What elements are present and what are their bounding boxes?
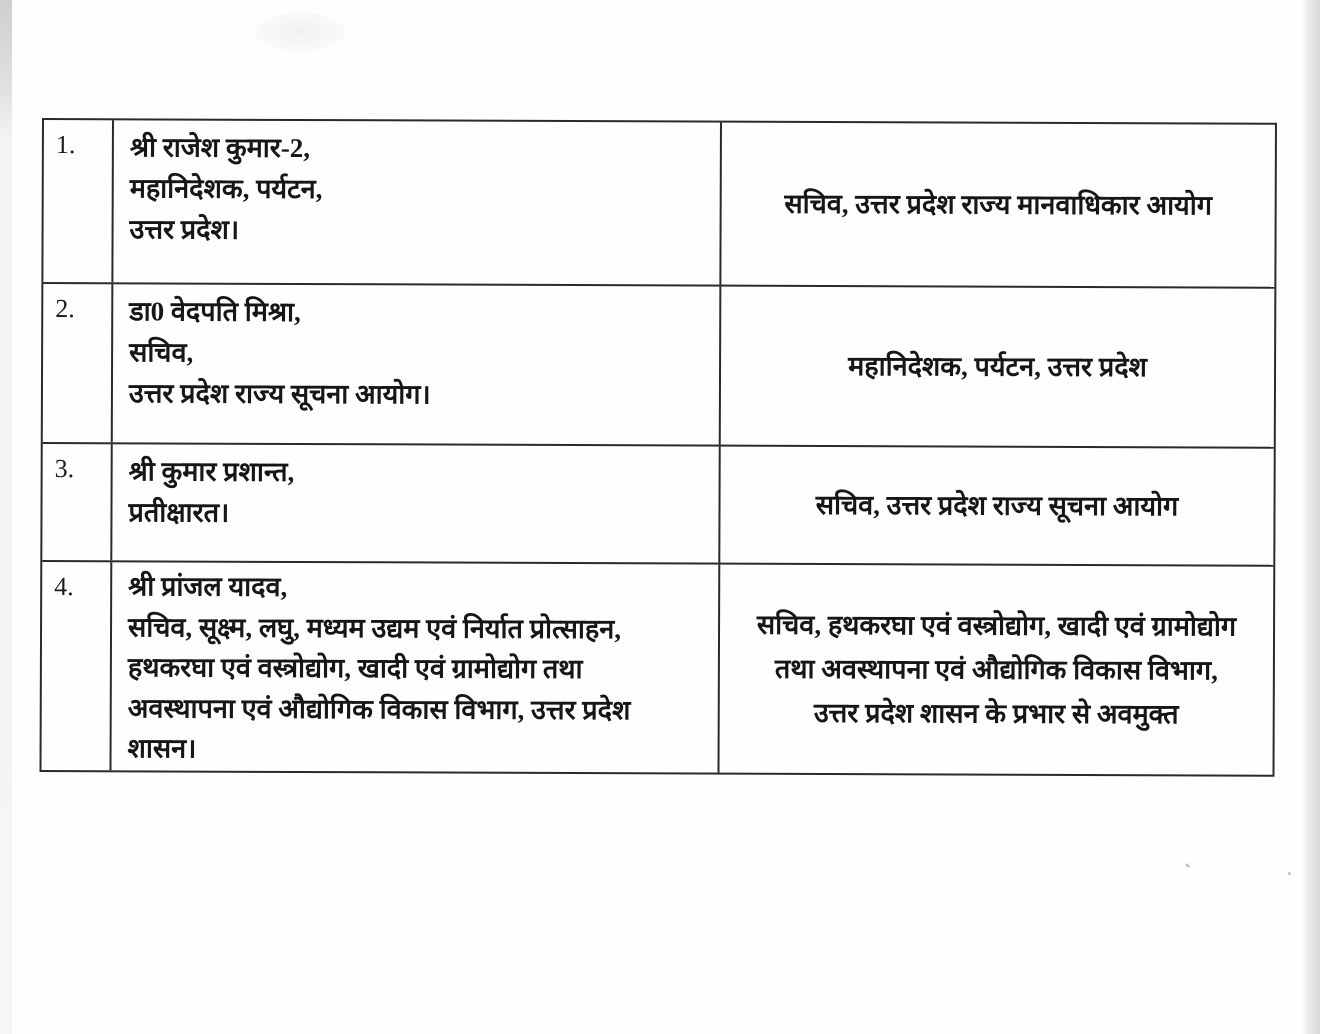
serial-cell (43, 120, 114, 282)
posting-line: सचिव, हथकरघा एवं वस्त्रोद्योग, खादी एवं ग्रामोद्योग (756, 609, 1237, 642)
scan-speck (1288, 872, 1291, 875)
officer-line: श्री प्रांजल यादव, (128, 571, 288, 602)
serial-number: 1. (55, 130, 76, 160)
serial-number: 4. (54, 572, 74, 602)
posting-line: सचिव, उत्तर प्रदेश राज्य मानवाधिकार आयोग (784, 188, 1212, 220)
officer-current-post-cell (113, 284, 722, 444)
officer-line: उत्तर प्रदेश राज्य सूचना आयोग। (128, 378, 431, 410)
officer-current-post-cell (113, 120, 722, 284)
officer-line: श्री राजेश कुमार-2, (129, 132, 311, 164)
posting-line: उत्तर प्रदेश शासन के प्रभार से अवमुक्त (813, 697, 1179, 730)
scan-edge-right (1302, 0, 1320, 1034)
serial-cell (42, 444, 112, 560)
serial-cell (41, 562, 112, 770)
posting-line: तथा अवस्थापना एवं औद्योगिक विकास विभाग, (774, 653, 1218, 686)
transfer-order-table (39, 118, 1277, 777)
posting-line: सचिव, उत्तर प्रदेश राज्य सूचना आयोग (815, 489, 1179, 521)
serial-number: 2. (55, 294, 75, 324)
new-posting-cell (720, 447, 1273, 565)
serial-number: 3. (54, 454, 75, 484)
officer-line: महानिदेशक, पर्यटन, (129, 173, 323, 205)
officer-current-post-cell (112, 444, 720, 562)
officer-line: सचिव, सूक्ष्म, लघु, मध्यम उद्यम एवं निर्यात प्रोत्साहन, (127, 611, 622, 644)
serial-cell (43, 284, 114, 442)
new-posting-cell (721, 123, 1275, 287)
table-row (42, 444, 1273, 567)
officer-line: उत्तर प्रदेश। (129, 214, 240, 245)
officer-line: श्री कुमार प्रशान्त, (128, 456, 295, 487)
officer-line: अवस्थापना एवं औद्योगिक विकास विभाग, उत्तर प्रदेश (127, 692, 631, 725)
posting-line: महानिदेशक, पर्यटन, उत्तर प्रदेश (848, 350, 1148, 382)
scan-edge-left (0, 0, 12, 1034)
officer-line: डा0 वेदपति मिश्रा, (129, 296, 301, 327)
new-posting-cell (721, 287, 1275, 447)
officer-line: हथकरघा एवं वस्त्रोद्योग, खादी एवं ग्रामोद्योग तथा (127, 652, 583, 685)
table-row (43, 120, 1275, 289)
table-row (43, 284, 1275, 449)
officer-line: प्रतीक्षारत। (128, 497, 230, 528)
scan-speck (1185, 863, 1191, 869)
table-row (41, 562, 1273, 775)
new-posting-cell (719, 565, 1273, 775)
officer-current-post-cell (111, 562, 720, 772)
officer-line: सचिव, (129, 337, 194, 368)
scan-smudge (255, 12, 345, 52)
officer-line: शासन। (127, 733, 197, 764)
